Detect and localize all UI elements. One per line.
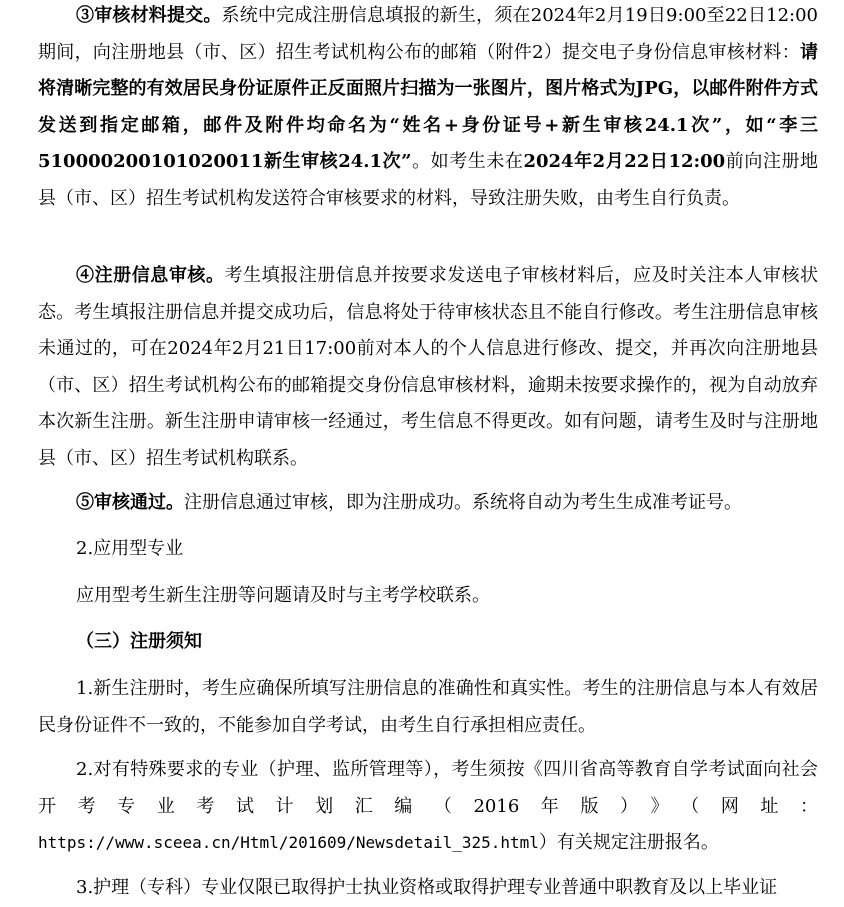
step-heading-pass: 审核通过。 [94,492,184,513]
notice2-text-after: ）有关规定注册报名。 [538,832,719,853]
pass-text: 注册信息通过审核，即为注册成功。系统将自动为考生生成准考证号。 [184,492,742,513]
notice-item-2 [38,752,818,862]
audit-bold-instructions: 请将清晰完整的有效居民身份证原件正反面照片扫描为一张图片，图片格式为JPG，以邮件附件方式发送到指定邮箱，邮件及附件均命名为“姓名+身份证号+新生审核24.1次”，如“李三510000200101020011新生审核24.1次” [38,41,818,172]
notice-item-3: 3.护理（专科）专业仅限已取得护士执业资格或取得护理专业普通中职教育及以上毕业证 [76,877,778,898]
audit-text-2: 。如考生未在 [411,151,524,172]
applied-major-heading: 2.应用型专业 [76,538,184,559]
step-heading-review: 注册信息审核。 [94,265,225,286]
audit-text-3: 前向注册地县（市、区）招生考试机构发送符合审核要求的材料，导致注册失败，由考生自行负责。 [38,151,819,209]
paragraph-registration-review [38,258,818,477]
step-marker-4: ④ [76,265,95,286]
step-marker-5: ⑤ [76,492,94,513]
paragraph-review-passed [38,485,818,522]
notice-item-1: 1.新生注册时，考生应确保所填写注册信息的准确性和真实性。考生的注册信息与本人有效居民身份证件不一致的，不能参加自学考试，由考生自行承担相应责任。 [38,678,818,736]
section-heading-registration-notes: （三）注册须知 [76,631,202,652]
step-marker-3: ③ [76,5,95,26]
notice2-url-link[interactable]: https://www.sceea.cn/Html/201609/Newsdetail_325.html [38,833,539,852]
audit-text-1: 系统中完成注册信息填报的新生，须在2024年2月19日9:00至22日12:00期间，向注册地县（市、区）招生考试机构公布的邮箱（附件2）提交电子身份信息审核材料： [38,5,819,63]
applied-major-text: 应用型考生新生注册等问题请及时与主考学校联系。 [76,585,490,606]
review-text: 考生填报注册信息并按要求发送电子审核材料后，应及时关注本人审核状态。考生填报注册信息并提交成功后，信息将处于待审核状态且不能自行修改。考生注册信息审核未通过的，可在2024年2月21日17:00前对本人的个人信息进行修改、提交，并再次向注册地县（市、区）招生考试机构公布的邮箱提交身份信息审核材料，逾期未按要求操作的，视为自动放弃本次新生注册。新生注册申请审核一经通过，考生信息不得更改。如有问题，请考生及时与注册地县（市、区）招生考试机构联系。 [38,265,819,469]
paragraph-audit-materials [38,0,818,217]
notice2-text-before: 2.对有特殊要求的专业（护理、监所管理等），考生须按《四川省高等教育自学考试面向社会开考专业考试计划汇编（2016年版）》（网址： [38,759,818,817]
step-heading-audit: 审核材料提交。 [94,5,222,26]
audit-bold-deadline: 2024年2月22日12:00 [523,151,726,172]
